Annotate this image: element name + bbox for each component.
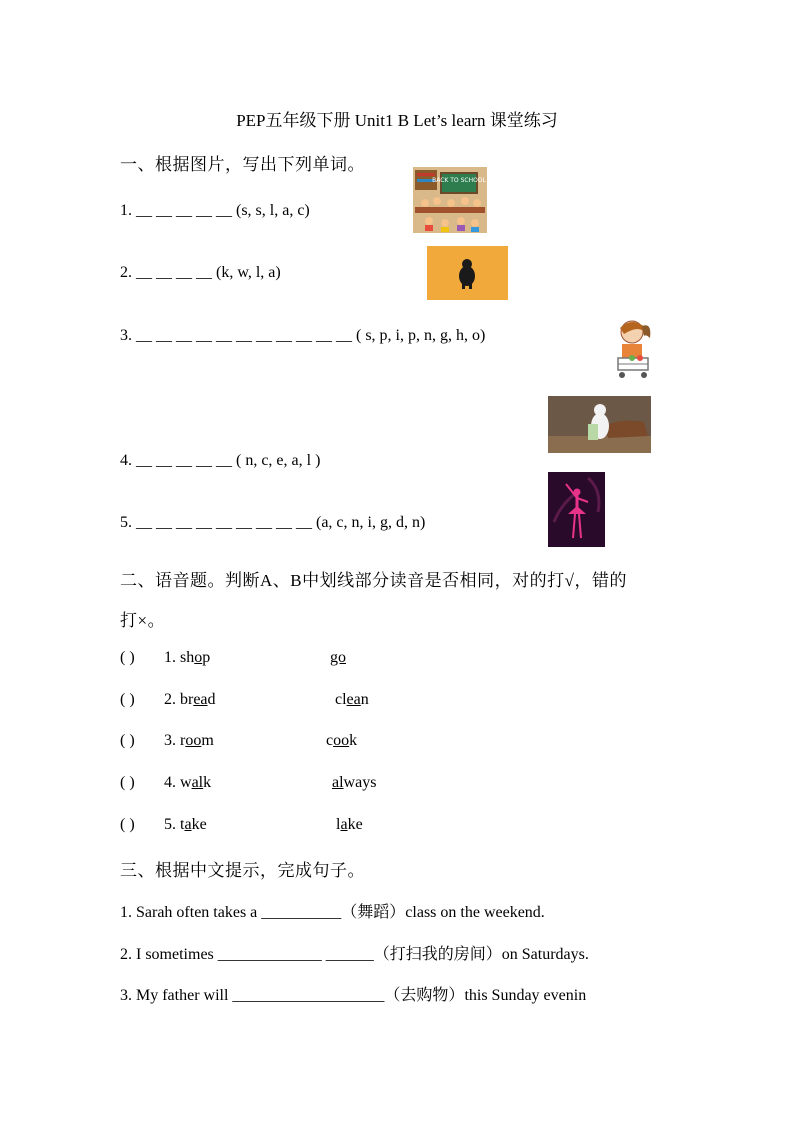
s2-row-2-paren: ( ) bbox=[120, 691, 135, 708]
s2-row-5 bbox=[120, 816, 520, 834]
cleaning-bear-picture bbox=[548, 396, 651, 453]
s1-item-3 bbox=[120, 327, 485, 345]
s2-row-2-word-a: bread bbox=[180, 691, 216, 708]
s2-row-4-num: 4. bbox=[164, 774, 176, 791]
chalkboard-text: BACK TO SCHOOL bbox=[432, 177, 486, 184]
section1-heading: 一、根据图片，写出下列单词。 bbox=[120, 155, 365, 174]
s2-row-5-word-b: lake bbox=[336, 816, 363, 833]
s2-row-3-word-b: cook bbox=[326, 732, 358, 749]
s2-row-2-num: 2. bbox=[164, 691, 176, 708]
shopping-girl-picture bbox=[612, 318, 654, 382]
s2-row-3-paren: ( ) bbox=[120, 732, 135, 749]
s2-row-1-paren: ( ) bbox=[120, 649, 135, 666]
section2-heading-line2: 打×。 bbox=[120, 611, 166, 630]
s1-item-5-blanks: 5. __ __ __ __ __ __ __ __ __ bbox=[120, 514, 312, 531]
s1-item-2-letters: (k, w, l, a) bbox=[216, 264, 281, 281]
s1-item-1-letters: (s, s, l, a, c) bbox=[236, 202, 310, 219]
s3-sentence-2: 2. I sometimes _____________ ______（打扫我的房间）on Saturdays. bbox=[120, 946, 589, 963]
s2-row-4-word-a: walk bbox=[180, 774, 212, 791]
s2-row-5-num: 5. bbox=[164, 816, 176, 833]
s2-row-1-word-b: go bbox=[330, 649, 346, 666]
s3-sentence-3: 3. My father will ___________________（去购物）this Sunday evenin bbox=[120, 987, 587, 1004]
classroom-picture bbox=[413, 167, 487, 233]
s1-item-3-letters: ( s, p, i, p, n, g, h, o) bbox=[356, 327, 486, 344]
dancer-picture bbox=[548, 472, 605, 547]
s1-item-4-blanks: 4. __ __ __ __ __ bbox=[120, 452, 232, 469]
s2-row-2 bbox=[120, 691, 520, 709]
s2-row-4-word-b: always bbox=[332, 774, 377, 791]
s3-blank-2: _____________ ______ bbox=[217, 946, 374, 963]
s2-row-5-paren: ( ) bbox=[120, 816, 135, 833]
s1-item-2-blanks: 2. __ __ __ __ bbox=[120, 264, 212, 281]
s2-row-5-word-a: take bbox=[180, 816, 207, 833]
s3-blank-3: ___________________ bbox=[232, 987, 385, 1004]
s2-row-1-num: 1. bbox=[164, 649, 176, 666]
section3-heading: 三、根据中文提示，完成句子。 bbox=[120, 861, 365, 880]
s2-row-3-word-a: room bbox=[180, 732, 214, 749]
s1-item-5 bbox=[120, 514, 425, 532]
section2-heading-line1: 二、语音题。判断A、B中划线部分读音是否相同，对的打√，错的 bbox=[120, 571, 627, 590]
walking-bear-picture bbox=[427, 246, 508, 300]
s3-blank-1: __________ bbox=[261, 904, 342, 921]
s2-row-2-word-b: clean bbox=[335, 691, 369, 708]
s2-row-4-paren: ( ) bbox=[120, 774, 135, 791]
s1-item-5-letters: (a, c, n, i, g, d, n) bbox=[316, 514, 426, 531]
s2-row-3-num: 3. bbox=[164, 732, 176, 749]
s2-row-1-word-a: shop bbox=[180, 649, 211, 666]
s3-sentence-1: 1. Sarah often takes a __________（舞蹈）class on the weekend. bbox=[120, 904, 545, 921]
page-title: PEP五年级下册 Unit1 B Let’s learn 课堂练习 bbox=[236, 111, 558, 130]
s2-row-3 bbox=[120, 732, 520, 750]
s1-item-1-blanks: 1. __ __ __ __ __ bbox=[120, 202, 232, 219]
s1-item-4 bbox=[120, 452, 320, 470]
s1-item-3-blanks: 3. __ __ __ __ __ __ __ __ __ __ __ bbox=[120, 327, 352, 344]
s1-item-1 bbox=[120, 202, 310, 220]
s1-item-4-letters: ( n, c, e, a, l ) bbox=[236, 452, 321, 469]
s2-row-1 bbox=[120, 649, 520, 667]
s2-row-4 bbox=[120, 774, 520, 792]
s1-item-2 bbox=[120, 264, 281, 282]
